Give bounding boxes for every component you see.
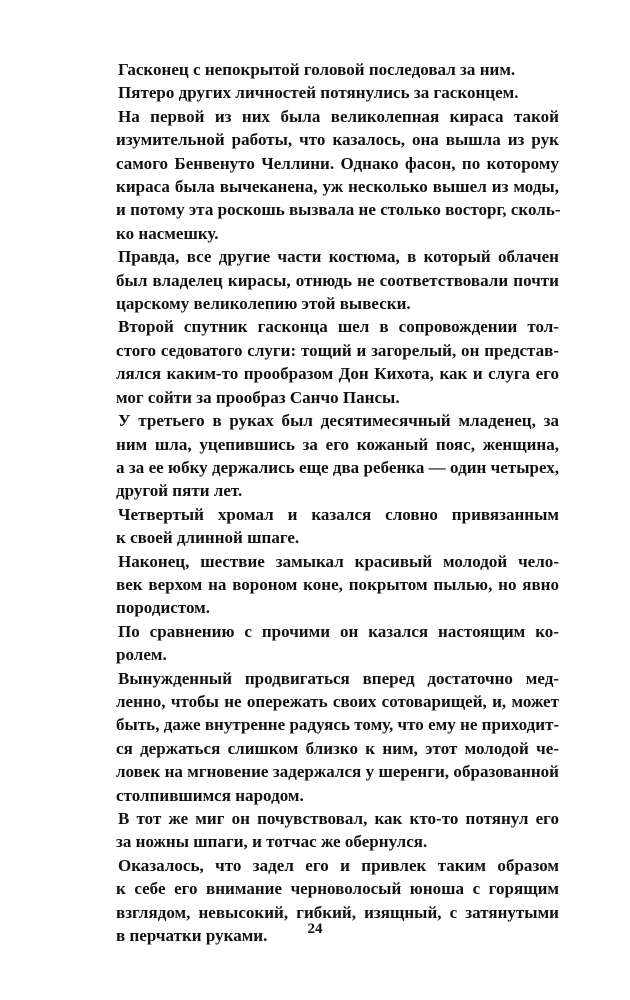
text-line: стого седоватого слуги: тощий и загорелый, он представ- [116,340,559,360]
text-line: В тот же миг он почувствовал, как кто-то потянул его [118,809,559,828]
paragraph-6 [116,409,559,503]
text-line: к своей длинной шпаге. [116,528,300,548]
text-line: лялся каким-то прообразом Дон Кихота, как и слуга его [116,364,559,384]
text-line: По сравнению с прочими он казался настоящим ко- [118,621,559,641]
text-line: Оказалось, что задел его и привлек таким образом [118,855,559,875]
text-line: в перчатки руками. [116,926,268,946]
text-line: век верхом на вороном коне, покрытом пылью, но явно [116,574,559,594]
paragraph-11 [116,807,559,854]
text-line: за ножны шпаги, и тотчас же обернулся. [116,832,428,852]
text-line: Пятеро других личностей потянулись за гасконцем. [118,83,519,103]
text-line: Правда, все другие части костюма, в который облачен [118,247,559,267]
text-line: к себе его внимание черноволосый юноша с горящим [116,879,559,899]
page-body [116,58,559,947]
text-line: столпившимся народом. [116,785,304,805]
text-line: изумительной работы, что казалось, она вышла из рук [116,130,559,150]
text-line: и потому эта роскошь вызвала не столько восторг, сколь- [116,200,561,220]
text-line: а за ее юбку держались еще два ребенка — один четырех, [116,457,559,477]
paragraph-2 [116,81,559,104]
text-line: Наконец, шествие замыкал красивый молодой чело- [118,551,559,571]
text-line: На первой из них была великолепная кираса такой [118,106,559,126]
paragraph-3 [116,105,559,245]
text-line: ним шла, уцепившись за его кожаный пояс, женщина, [116,434,559,454]
text-line: Второй спутник гасконца шел в сопровождении тол- [118,317,559,337]
text-line: У третьего в руках был десятимесячный младенец, за [118,411,559,431]
text-line: ролем. [116,645,167,665]
text-line: ловек на мгновение задержался у шеренги, образованной [116,762,559,782]
text-line: мог сойти за прообраз Санчо Пансы. [116,387,400,407]
text-line: другой пяти лет. [116,481,243,501]
text-line: Четвертый хромал и казался словно привязанным [118,504,559,524]
paragraph-4 [116,245,559,315]
page-number: 24 [307,921,323,937]
text-line: царскому великолепию этой вывески. [116,294,411,314]
text-line: Гасконец с непокрытой головой последовал за ним. [118,60,516,79]
text-line: самого Бенвенуто Челлини. Однако фасон, по которому [116,153,559,173]
paragraph-1 [116,58,559,81]
paragraph-5 [116,315,559,409]
text-line: породистом. [116,598,211,618]
text-line: кираса была вычеканена, уж несколько вышел из моды, [116,177,559,197]
paragraph-9 [116,620,559,667]
paragraph-10 [116,667,559,807]
text-line: взглядом, невысокий, гибкий, изящный, с затянутыми [116,902,559,922]
text-line: Вынужденный продвигаться вперед достаточно мед- [118,668,559,688]
paragraph-8 [116,550,559,620]
paragraph-7 [116,503,559,550]
text-line: ко насмешку. [116,223,219,243]
text-line: ся держаться слишком близко к ним, этот молодой че- [116,738,559,758]
text-line: быть, даже внутренне радуясь тому, что ему не приходит- [116,715,560,735]
text-line: был владелец кирасы, отнюдь не соответствовали почти [116,270,559,290]
text-line: ленно, чтобы не опережать своих сотоварищей, и, может [116,691,559,711]
